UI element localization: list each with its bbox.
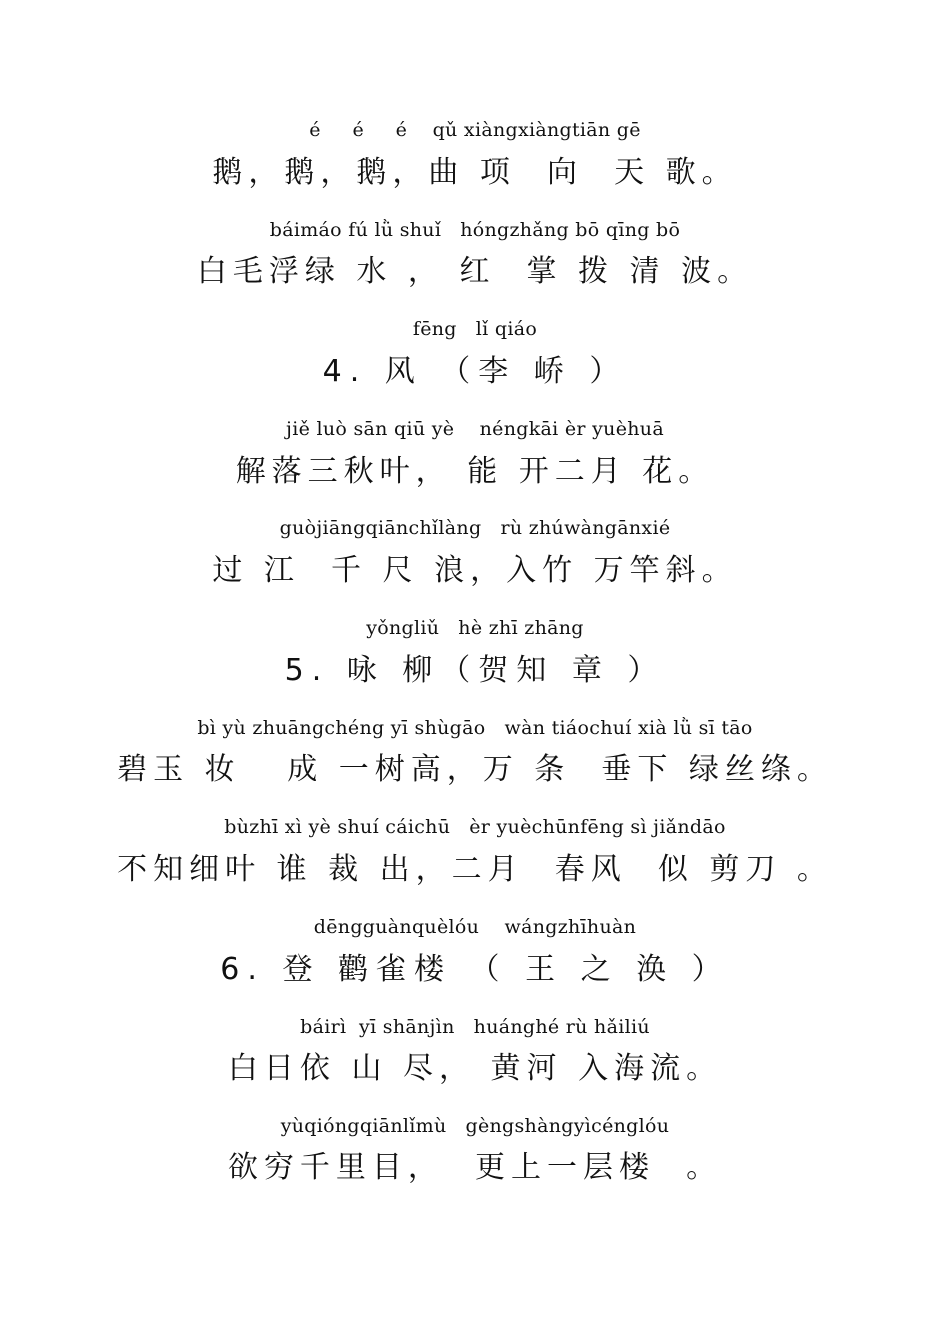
pinyin-line: jiě luò sān qiū yè néngkāi èr yuèhuā xyxy=(286,418,664,440)
verse-line: 白日依 山 尽， 黄河 入海流。 xyxy=(227,1051,723,1086)
verse-line: 碧玉 妆 成 一树高，万 条 垂下 绿丝绦。 xyxy=(117,752,833,787)
pinyin-line: é é é qǔ xiàngxiàngtiān gē xyxy=(309,119,641,141)
poem-title: 4. 风 （李 峤 ） xyxy=(322,354,628,389)
pinyin-line: báirì yī shānjìn huánghé rù hǎiliú xyxy=(300,1016,650,1038)
poem-title: 6. 登 鹳雀楼 （ 王 之 涣 ） xyxy=(220,952,730,987)
pinyin-line: bì yù zhuāngchéng yī shùgāo wàn tiáochuí xià lǜ sī tāo xyxy=(197,717,753,739)
pinyin-line: bùzhī xì yè shuí cáichū èr yuèchūnfēng sì jiǎndāo xyxy=(224,816,726,838)
verse-line: 白毛浮绿 水 ， 红 掌 拨 清 波。 xyxy=(196,254,754,289)
verse-line: 欲穷千里目， 更上一层楼 。 xyxy=(227,1150,723,1185)
verse-line: 过 江 千 尺 浪，入竹 万竿斜。 xyxy=(212,553,738,588)
pinyin-line: guòjiāngqiānchǐlàng rù zhúwàngānxié xyxy=(279,517,671,539)
verse-line: 不知细叶 谁 裁 出，二月 春风 似 剪刀 。 xyxy=(117,852,833,887)
poem-title: 5. 咏 柳（贺知 章 ） xyxy=(284,653,666,688)
pinyin-line: yùqióngqiānlǐmù gèngshàngyìcénglóu xyxy=(280,1115,670,1137)
verse-line: 解落三秋叶， 能 开二月 花。 xyxy=(235,454,715,489)
verse-line: 鹅，鹅，鹅，曲 项 向 天 歌。 xyxy=(212,155,738,190)
pinyin-line: báimáo fú lǜ shuǐ hóngzhǎng bō qīng bō xyxy=(269,219,681,241)
pinyin-line: yǒngliǔ hè zhī zhāng xyxy=(366,617,584,639)
pinyin-line: fēng lǐ qiáo xyxy=(412,318,538,340)
pinyin-line: dēngguànquèlóu wángzhīhuàn xyxy=(313,916,637,938)
